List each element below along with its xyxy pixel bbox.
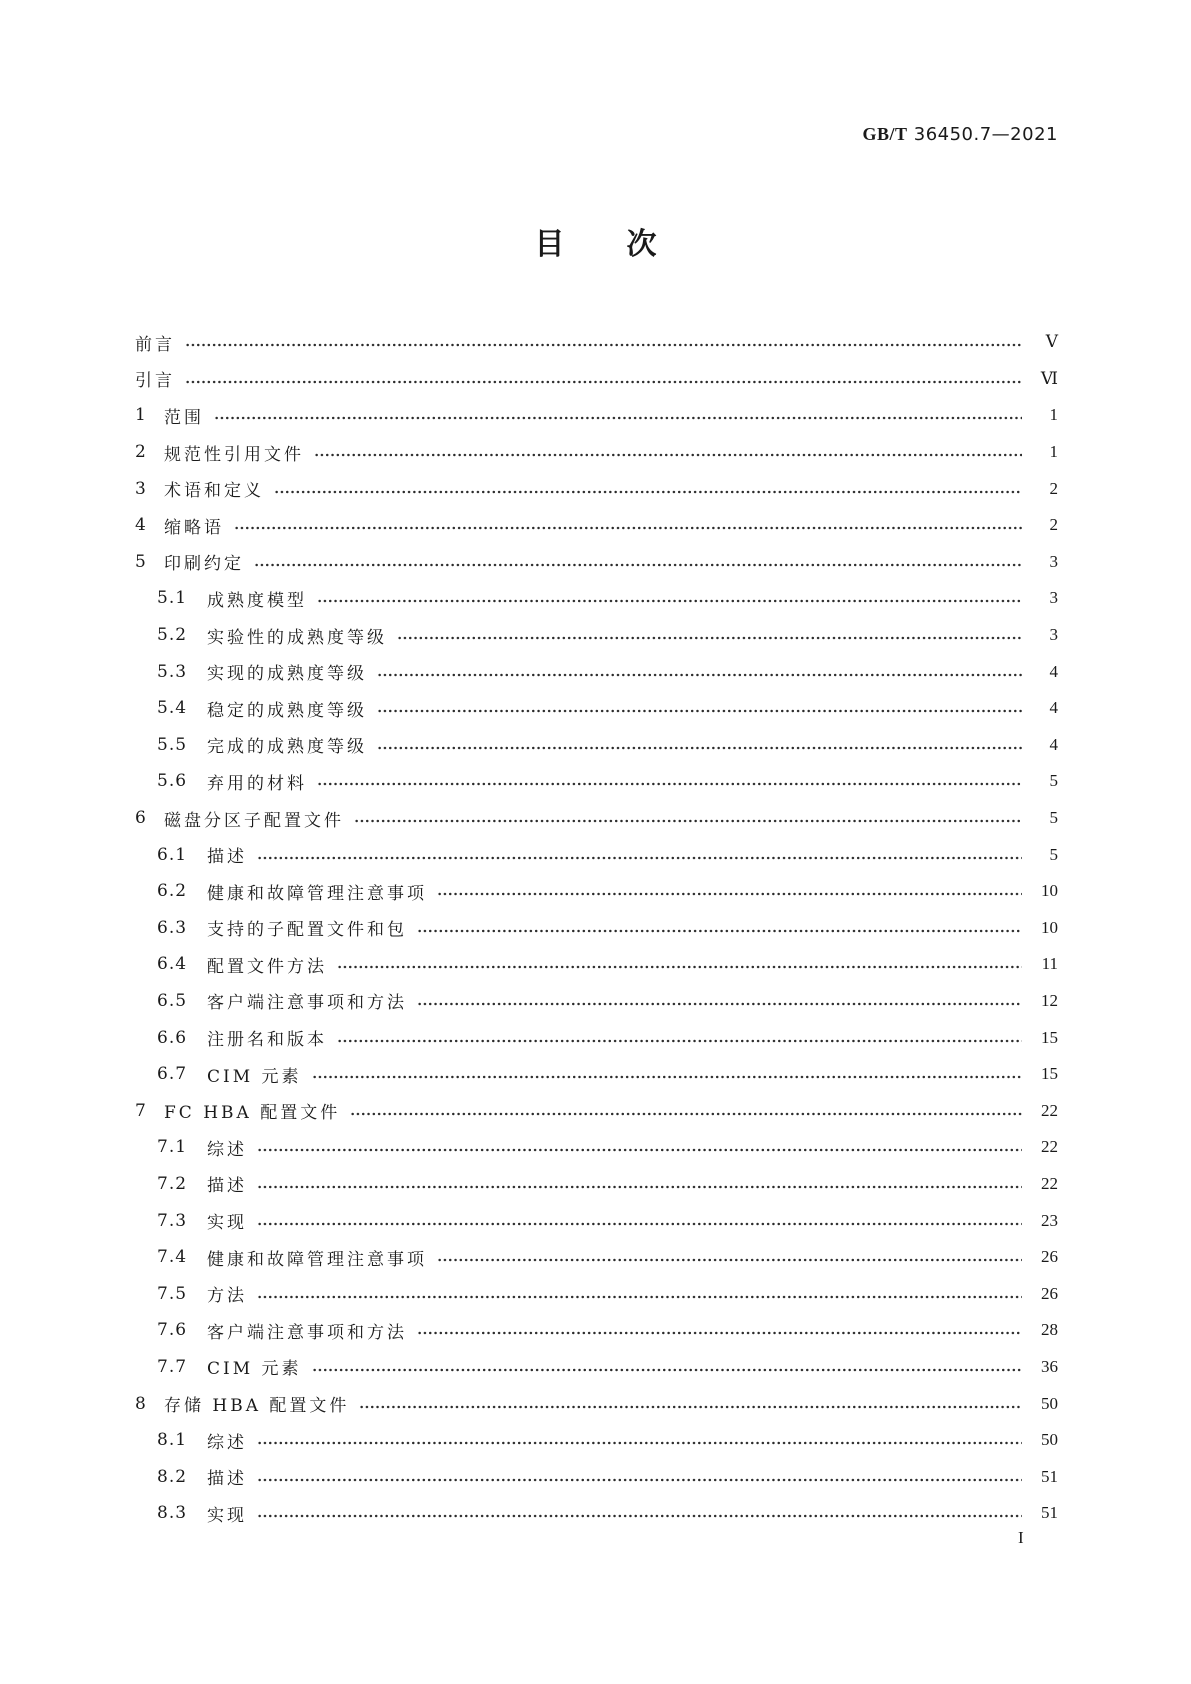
toc-entry-number: 6.7 [157, 1064, 188, 1085]
toc-entry-title: 支持的子配置文件和包 [207, 920, 407, 941]
toc-entry-page: 12 [1041, 990, 1058, 1010]
toc-entry-number: 6.6 [157, 1027, 188, 1048]
toc-entry-title: 描述 [207, 1469, 247, 1490]
dot-leader [257, 1146, 1022, 1154]
toc-entry-title: 存储 HBA 配置文件 [164, 1396, 350, 1417]
dot-leader [312, 1073, 1022, 1081]
toc-entry-page: 51 [1041, 1503, 1058, 1523]
toc-entry-number: 8 [135, 1393, 147, 1414]
dot-leader [257, 1439, 1022, 1447]
dot-leader [350, 1110, 1022, 1118]
toc-entry[interactable] [135, 544, 1058, 581]
dot-leader [354, 817, 1022, 825]
toc-entry-title: 磁盘分区子配置文件 [164, 810, 344, 831]
toc-entry-number: 6.5 [157, 990, 188, 1011]
toc-entry-number: 6.1 [157, 844, 188, 865]
toc-entry-number: 5.6 [157, 771, 188, 792]
toc-entry-title: 健康和故障管理注意事项 [207, 1249, 427, 1270]
toc-entry-number: 5.1 [157, 588, 188, 609]
toc-entry[interactable] [135, 1458, 1058, 1495]
toc-entry[interactable] [135, 1129, 1058, 1166]
toc-entry-page: 11 [1041, 954, 1058, 974]
toc-entry-title: 健康和故障管理注意事项 [207, 883, 427, 904]
toc-entry[interactable] [135, 836, 1058, 873]
toc-entry[interactable] [135, 580, 1058, 617]
dot-leader [254, 561, 1022, 569]
dot-leader [214, 414, 1022, 422]
toc-entry-number: 7.5 [157, 1283, 188, 1304]
toc-entry-number: 8.3 [157, 1503, 188, 1524]
toc-entry-title: 实现的成熟度等级 [207, 664, 367, 685]
toc-entry-title: 实现 [207, 1213, 247, 1234]
toc-entry[interactable] [135, 946, 1058, 983]
toc-entry-page: 5 [1049, 844, 1058, 864]
toc-entry-number: 2 [135, 442, 147, 463]
toc-entry-title: 前言 [135, 334, 175, 355]
toc-entry-number: 5.3 [157, 661, 188, 682]
dot-leader [397, 634, 1022, 642]
dot-leader [185, 378, 1022, 386]
toc-entry-title: 术语和定义 [164, 481, 264, 502]
toc-entry[interactable] [135, 324, 1058, 361]
toc-entry[interactable] [135, 983, 1058, 1020]
toc-entry-number: 3 [135, 478, 147, 499]
toc-entry-number: 7.1 [157, 1137, 188, 1158]
toc-entry-title: 弃用的材料 [207, 773, 307, 794]
toc-entry-title: 规范性引用文件 [164, 444, 304, 465]
toc-entry[interactable] [135, 617, 1058, 654]
dot-leader [257, 1183, 1022, 1191]
toc-entry[interactable] [135, 1312, 1058, 1349]
toc-entry-page: 22 [1041, 1100, 1058, 1120]
toc-entry-title: CIM 元素 [207, 1066, 302, 1087]
dot-leader [274, 488, 1022, 496]
toc-entry-number: 7.2 [157, 1173, 188, 1194]
toc-entry[interactable] [135, 1019, 1058, 1056]
toc-entry-title: 印刷约定 [164, 554, 244, 575]
toc-entry-title: 描述 [207, 1176, 247, 1197]
toc-entry-page: 2 [1049, 478, 1058, 498]
toc-entry[interactable] [135, 873, 1058, 910]
toc-entry[interactable] [135, 1495, 1058, 1532]
dot-leader [377, 744, 1022, 752]
toc-entry-number: 5.5 [157, 734, 188, 755]
dot-leader [257, 1476, 1022, 1484]
toc-entry-title: 描述 [207, 847, 247, 868]
dot-leader [337, 1037, 1022, 1045]
toc-entry-page: 4 [1049, 698, 1058, 718]
dot-leader [314, 451, 1022, 459]
toc-entry-title: 稳定的成熟度等级 [207, 700, 367, 721]
toc-entry[interactable] [135, 507, 1058, 544]
toc-entry[interactable] [135, 361, 1058, 398]
toc-entry[interactable] [135, 763, 1058, 800]
dot-leader [417, 1000, 1022, 1008]
toc-entry-title: 完成的成熟度等级 [207, 737, 367, 758]
dot-leader [257, 854, 1022, 862]
toc-entry[interactable] [135, 800, 1058, 837]
toc-entry-number: 8.2 [157, 1466, 188, 1487]
toc-entry-page: 22 [1041, 1173, 1058, 1193]
toc-entry-title: 客户端注意事项和方法 [207, 1322, 407, 1343]
toc-entry[interactable] [135, 1202, 1058, 1239]
standard-code: 36450.7—2021 [913, 124, 1058, 145]
standard-prefix: GB/T [862, 124, 908, 144]
dot-leader [417, 927, 1022, 935]
toc-entry-title: 实现 [207, 1505, 247, 1526]
dot-leader [234, 524, 1022, 532]
toc-entry[interactable] [135, 1166, 1058, 1203]
toc-entry-page: 4 [1049, 661, 1058, 681]
toc-entry-number: 4 [135, 515, 147, 536]
toc-entry-number: 5 [135, 551, 147, 572]
toc-entry[interactable] [135, 653, 1058, 690]
toc-entry[interactable] [135, 1092, 1058, 1129]
dot-leader [437, 1256, 1022, 1264]
toc-entry-page: 36 [1041, 1356, 1058, 1376]
toc-entry-page: 2 [1049, 515, 1058, 535]
dot-leader [417, 1329, 1022, 1337]
dot-leader [185, 341, 1022, 349]
toc-entry-number: 6.3 [157, 917, 188, 938]
toc-entry-page: 4 [1049, 734, 1058, 754]
toc-entry-number: 6 [135, 808, 147, 829]
toc-entry-page: 10 [1041, 917, 1058, 937]
page-title: 目次 [534, 227, 719, 262]
toc-entry-number: 8.1 [157, 1430, 188, 1451]
toc-entry-title: CIM 元素 [207, 1359, 302, 1380]
toc-entry-title: 引言 [135, 371, 175, 392]
toc-entry-title: 综述 [207, 1139, 247, 1160]
toc-entry-page: 26 [1041, 1283, 1058, 1303]
toc-entry-page: 15 [1041, 1027, 1058, 1047]
toc-entry-page: 26 [1041, 1247, 1058, 1267]
toc-entry-number: 6.4 [157, 954, 188, 975]
standard-number [863, 124, 1059, 145]
toc-entry-number: 7.4 [157, 1247, 188, 1268]
toc-entry-page: Ⅴ [1045, 332, 1058, 352]
toc-entry-number: 7.6 [157, 1320, 188, 1341]
dot-leader [377, 671, 1022, 679]
toc-entry[interactable] [135, 1385, 1058, 1422]
toc-entry-number: 5.2 [157, 625, 188, 646]
toc-entry-number: 1 [135, 405, 147, 426]
toc-entry-number: 6.2 [157, 881, 188, 902]
toc-entry[interactable] [135, 470, 1058, 507]
toc-entry-title: 范围 [164, 407, 204, 428]
toc-entry-page: 50 [1041, 1430, 1058, 1450]
toc-entry-page: 51 [1041, 1466, 1058, 1486]
toc-entry-number: 5.4 [157, 698, 188, 719]
toc-entry-page: 23 [1041, 1210, 1058, 1230]
toc-entry-number: 7 [135, 1100, 147, 1121]
toc-entry[interactable] [135, 1349, 1058, 1386]
toc-entry-page: Ⅵ [1040, 368, 1058, 388]
toc-entry-page: 28 [1041, 1320, 1058, 1340]
toc-entry[interactable] [135, 1422, 1058, 1459]
dot-leader [257, 1512, 1022, 1520]
toc-entry-title: 配置文件方法 [207, 956, 327, 977]
toc-entry[interactable] [135, 1275, 1058, 1312]
dot-leader [312, 1366, 1022, 1374]
dot-leader [257, 1293, 1022, 1301]
dot-leader [317, 780, 1022, 788]
toc-entry-title: 缩略语 [164, 517, 224, 538]
toc-entry-page: 5 [1049, 771, 1058, 791]
toc-entry[interactable] [135, 910, 1058, 947]
dot-leader [257, 1220, 1022, 1228]
toc-entry-page: 3 [1049, 625, 1058, 645]
dot-leader [437, 890, 1022, 898]
toc-entry-page: 3 [1049, 551, 1058, 571]
toc-entry-page: 5 [1049, 808, 1058, 828]
toc-entry-number: 7.3 [157, 1210, 188, 1231]
page-number: I [1018, 1528, 1024, 1547]
table-of-contents [135, 324, 1058, 1532]
toc-entry-page: 15 [1041, 1064, 1058, 1084]
toc-entry-page: 1 [1049, 405, 1058, 425]
toc-entry[interactable] [135, 727, 1058, 764]
toc-entry-number: 7.7 [157, 1356, 188, 1377]
toc-entry[interactable] [135, 1056, 1058, 1093]
dot-leader [377, 707, 1022, 715]
toc-entry[interactable] [135, 434, 1058, 471]
dot-leader [337, 963, 1022, 971]
toc-entry-page: 22 [1041, 1137, 1058, 1157]
toc-entry-title: 注册名和版本 [207, 1030, 327, 1051]
toc-entry-title: 客户端注意事项和方法 [207, 993, 407, 1014]
toc-entry-title: FC HBA 配置文件 [164, 1103, 341, 1124]
toc-entry-page: 3 [1049, 588, 1058, 608]
dot-leader [359, 1403, 1022, 1411]
toc-entry[interactable] [135, 690, 1058, 727]
toc-entry-title: 实验性的成熟度等级 [207, 627, 387, 648]
toc-entry-page: 10 [1041, 881, 1058, 901]
toc-entry[interactable] [135, 397, 1058, 434]
toc-entry-title: 成熟度模型 [207, 590, 307, 611]
dot-leader [317, 597, 1022, 605]
toc-entry-title: 方法 [207, 1286, 247, 1307]
toc-entry[interactable] [135, 1239, 1058, 1276]
toc-entry-page: 1 [1049, 442, 1058, 462]
toc-entry-title: 综述 [207, 1432, 247, 1453]
toc-entry-page: 50 [1041, 1393, 1058, 1413]
